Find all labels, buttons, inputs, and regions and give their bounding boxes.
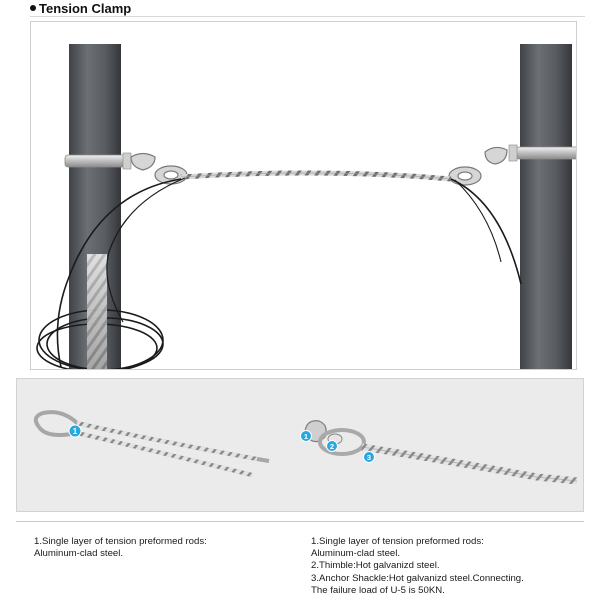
callout-label: 1 [303, 432, 309, 441]
component-illustrations [17, 379, 584, 512]
callout-right-1 [301, 431, 312, 442]
right-pole-band [516, 147, 577, 159]
right-shackle [449, 147, 507, 185]
callout-label: 2 [329, 442, 335, 451]
note-line: Aluminum-clad steel. [34, 548, 124, 560]
notes-right [311, 536, 524, 597]
callout-label: 3 [366, 453, 372, 462]
preformed-rod-illustration [36, 412, 269, 475]
installation-photo [30, 21, 577, 370]
assembled-clamp-illustration [305, 421, 577, 481]
note-line: 1.Single layer of tension preformed rods: [311, 536, 484, 547]
callout-left-1 [69, 425, 81, 437]
section-title: Tension Clamp [39, 0, 132, 16]
heading-divider [30, 16, 585, 17]
callout-right-3 [364, 452, 375, 463]
note-line: 2.Thimble:Hot galvanizd steel. [311, 560, 440, 572]
note-line: 1.Single layer of tension preformed rods: [34, 536, 207, 547]
installation-illustration [31, 22, 577, 370]
callout-label: 1 [72, 427, 78, 436]
notes-left [34, 536, 207, 560]
bullet-icon [30, 5, 36, 11]
callout-right-2 [327, 441, 338, 452]
left-pole-band [65, 155, 127, 167]
notes-divider [16, 521, 584, 522]
note-line: The failure load of U-5 is 50KN. [311, 584, 445, 596]
right-pole [520, 44, 572, 370]
component-detail-panel [16, 378, 584, 512]
right-cable [451, 179, 521, 284]
section-heading [30, 0, 131, 16]
note-line: Aluminum-clad steel. [311, 548, 401, 560]
note-line: 3.Anchor Shackle:Hot galvanizd steel.Connecting. [311, 572, 524, 584]
